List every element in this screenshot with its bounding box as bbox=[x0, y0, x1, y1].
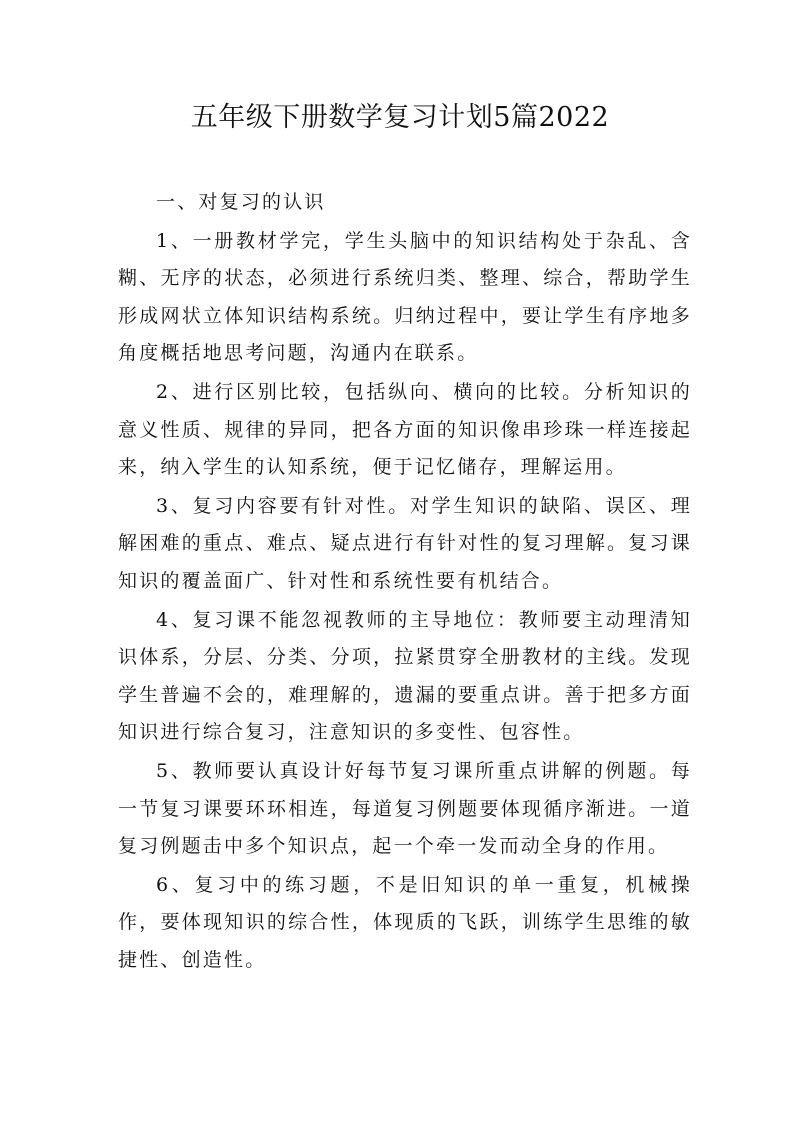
document-title: 五年级下册数学复习计划5篇2022 bbox=[190, 102, 610, 133]
paragraph-6: 6、复习中的练习题，不是旧知识的单一重复，机械操作，要体现知识的综合性，体现质的飞跃，训练学生思维的敏捷性、创造性。 bbox=[118, 873, 692, 971]
paragraph-4: 4、复习课不能忽视教师的主导地位：教师要主动理清知识体系，分层、分类、分项，拉紧贯穿全册教材的主线。发现学生普遍不会的，难理解的，遗漏的要重点讲。善于把多方面知识进行综合复习，注意知识的多变性、包容性。 bbox=[118, 608, 692, 744]
section-heading: 一、对复习的认识 bbox=[156, 191, 326, 213]
paragraph-5: 5、教师要认真设计好每节复习课所重点讲解的例题。每一节复习课要环环相连，每道复习例题要体现循序渐进。一道复习例题击中多个知识点，起一个牵一发而动全身的作用。 bbox=[118, 759, 692, 858]
paragraph-2: 2、进行区别比较，包括纵向、横向的比较。分析知识的意义性质、规律的异同，把各方面的知识像串珍珠一样连接起来，纳入学生的认知系统，便于记忆储存，理解运用。 bbox=[118, 380, 692, 479]
document-body bbox=[118, 184, 692, 980]
paragraph-3: 3、复习内容要有针对性。对学生知识的缺陷、误区、理解困难的重点、难点、疑点进行有针对性的复习理解。复习课知识的覆盖面广、针对性和系统性要有机结合。 bbox=[118, 494, 692, 592]
paragraph-1: 1、一册教材学完，学生头脑中的知识结构处于杂乱、含糊、无序的状态，必须进行系统归类、整理、综合，帮助学生形成网状立体知识结构系统。归纳过程中，要让学生有序地多角度概括地思考问题，沟通内在联系。 bbox=[118, 229, 692, 365]
